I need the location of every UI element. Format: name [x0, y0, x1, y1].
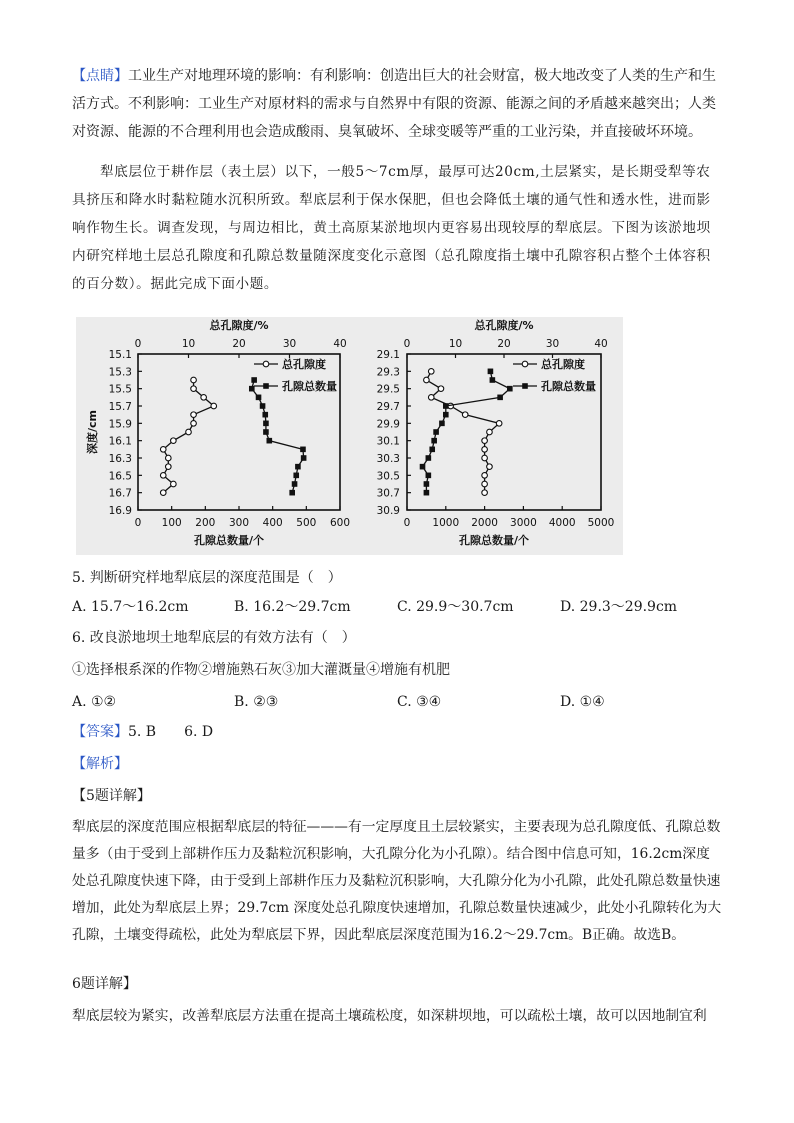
pore-count-point	[439, 421, 445, 427]
porosity-point	[438, 386, 444, 392]
pore-count-point	[426, 455, 432, 461]
porosity-depth-figure	[76, 317, 623, 555]
bottom-tick-label: 5000	[587, 517, 615, 529]
y-tick-label: 29.9	[376, 418, 400, 431]
q6-option-a[interactable]: A. ①②	[72, 694, 117, 710]
bottom-tick-label: 400	[262, 517, 283, 529]
legend-marker-circle	[522, 361, 528, 367]
pore-count-point	[431, 438, 437, 444]
top-axis-title: 总孔隙度/%	[474, 319, 534, 332]
q6-options	[72, 688, 732, 716]
bottom-tick-label: 200	[195, 517, 216, 529]
pore-count-point	[289, 490, 295, 496]
pore-count-point	[262, 412, 268, 418]
top-tick-label: 20	[497, 338, 511, 350]
pore-count-point	[507, 386, 513, 392]
bottom-axis-title: 孔隙总数量/个	[193, 534, 265, 547]
pore-count-point	[426, 473, 432, 479]
porosity-point	[201, 395, 207, 401]
pore-count-point	[293, 473, 299, 479]
y-tick-label: 15.5	[108, 383, 132, 396]
y-tick-label: 30.3	[376, 453, 400, 465]
porosity-point	[428, 369, 434, 375]
porosity-point	[428, 395, 434, 401]
pore-count-point	[263, 421, 269, 427]
porosity-point	[160, 490, 166, 496]
pore-count-point	[260, 403, 266, 409]
answer-text: 5. B 6. D	[128, 724, 214, 740]
chart-panel-1	[85, 318, 350, 547]
q5-options	[72, 593, 732, 621]
porosity-point	[191, 412, 197, 418]
answer-line	[72, 718, 722, 746]
pore-count-point	[292, 481, 298, 487]
porosity-point	[482, 481, 488, 487]
pore-count-point	[429, 447, 435, 453]
detail6-heading: 6题详解】	[72, 976, 137, 992]
pore-count-point	[497, 395, 503, 401]
porosity-point	[191, 421, 197, 427]
y-tick-label: 29.1	[376, 349, 400, 361]
legend-marker-circle	[263, 361, 269, 367]
chart-panel-2	[377, 318, 615, 547]
y-tick-label: 15.9	[108, 418, 132, 431]
bottom-tick-label: 100	[161, 517, 182, 529]
pore-count-point	[424, 481, 430, 487]
porosity-point	[487, 429, 493, 435]
pore-count-point	[433, 429, 439, 435]
legend-marker-square	[522, 383, 528, 389]
bottom-tick-label: 300	[228, 517, 250, 529]
porosity-point	[482, 490, 488, 496]
plot-frame	[138, 354, 340, 510]
pore-count-point	[490, 377, 496, 383]
porosity-point	[424, 377, 430, 383]
bottom-tick-label: 600	[329, 517, 351, 529]
y-tick-label: 16.9	[108, 505, 132, 517]
top-tick-label: 30	[282, 338, 297, 350]
top-tick-label: 10	[448, 338, 463, 350]
legend-label: 总孔隙度	[541, 358, 585, 371]
porosity-point	[160, 473, 166, 479]
legend-label: 总孔隙度	[282, 358, 326, 371]
pore-count-point	[300, 447, 306, 453]
analysis-tag: 【解析】	[72, 756, 128, 772]
q6-option-d[interactable]: D. ①④	[560, 694, 605, 710]
y-tick-label: 16.1	[108, 435, 132, 448]
bottom-tick-label: 0	[403, 517, 411, 529]
y-tick-label: 29.5	[376, 383, 400, 396]
bottom-tick-label: 3000	[510, 517, 537, 529]
legend-label: 孔隙总数量	[282, 380, 337, 393]
porosity-point	[160, 447, 166, 453]
porosity-point	[211, 403, 217, 409]
top-tick-label: 10	[181, 338, 196, 350]
top-axis-title: 总孔隙度/%	[209, 319, 269, 332]
pore-count-point	[267, 438, 273, 444]
y-tick-label: 29.3	[376, 366, 400, 379]
porosity-point	[186, 429, 192, 435]
porosity-point	[166, 455, 172, 461]
q5-stem: 5. 判断研究样地犁底层的深度范围是（ ）	[72, 570, 342, 586]
pore-count-point	[249, 386, 255, 392]
dianjing-paragraph	[72, 62, 722, 146]
porosity-point	[482, 473, 488, 479]
pore-count-point	[256, 395, 262, 401]
porosity-point	[482, 438, 488, 444]
bottom-tick-label: 0	[134, 517, 142, 529]
bottom-tick-label: 4000	[548, 517, 576, 529]
top-tick-label: 20	[232, 338, 246, 350]
bottom-tick-label: 500	[296, 517, 317, 529]
porosity-point	[191, 386, 197, 392]
dianjing-text: 工业生产对地理环境的影响：有利影响：创造出巨大的社会财富，极大地改变了人类的生产和生活方式。不利影响：工业生产对原材料的需求与自然界中有限的资源、能源之间的矛盾越来越突出；人类对资源、能源的不合理利用也会造成酸雨、臭氧破坏、全球变暖等严重的工业污染，并直接破坏环境。	[72, 68, 716, 140]
pore-count-point	[443, 412, 449, 418]
porosity-point	[482, 455, 488, 461]
porosity-point	[487, 464, 493, 470]
legend-label: 孔隙总数量	[541, 380, 596, 393]
y-tick-label: 30.9	[376, 505, 400, 517]
top-tick-label: 40	[333, 338, 347, 350]
bottom-tick-label: 1000	[432, 517, 460, 529]
y-tick-label: 30.7	[376, 487, 400, 500]
q6-option-c[interactable]: C. ③④	[397, 694, 442, 710]
material-paragraph: 犁底层位于耕作层（表土层）以下，一般5～7cm厚，最厚可达20cm,土层紧实，是长期受犁等农具挤压和降水时黏粒随水沉积所致。犁底层利于保水保肥，但也会降低土壤的通气性和透水性，进而影响作物生长。调查发现，与周边相比，黄土高原某淤地坝内更容易出现较厚的犁底层。下图为该淤地坝内研究样地土层总孔隙度和孔隙总数量随深度变化示意图（总孔隙度指土壤中孔隙容积占整个土体容积的百分数）。据此完成下面小题。	[72, 164, 711, 292]
q5-option-b[interactable]: B. 16.2～29.7cm	[234, 599, 351, 615]
pore-count-point	[263, 429, 269, 435]
pore-count-point	[301, 455, 307, 461]
detail5-text: 犁底层的深度范围应根据犁底层的特征———有一定厚度且土层较紧实，主要表现为总孔隙度低、孔隙总数量多（由于受到上部耕作压力及黏粒沉积影响，大孔隙分化为小孔隙）。结合图中信息可知，16.2cm深度处总孔隙度快速下降，由于受到上部耕作压力及黏粒沉积影响，大孔隙分化为小孔隙，此处孔隙总数量快速增加，此处为犁底层上界；29.7cm 深度处总孔隙度快速增加，孔隙总数量快速减少，此处小孔隙转化为大孔隙，土壤变得疏松，此处为犁底层下界，因此犁底层深度范围为16.2～29.7cm。B正确。故选B。	[72, 819, 722, 943]
figure-panel	[76, 317, 623, 555]
pore-count-point	[443, 403, 449, 409]
q6-items: ①选择根系深的作物②增施熟石灰③加大灌溉量④增施有机肥	[72, 662, 450, 678]
q5-option-a[interactable]: A. 15.7～16.2cm	[72, 599, 189, 615]
porosity-point	[171, 438, 177, 444]
top-tick-label: 30	[545, 338, 560, 350]
porosity-point	[191, 377, 197, 383]
pore-count-point	[424, 490, 430, 496]
y-tick-label: 16.3	[108, 453, 132, 465]
y-tick-label: 16.7	[108, 487, 132, 500]
answer-tag: 【答案】	[72, 724, 128, 740]
legend-marker-square	[263, 383, 269, 389]
porosity-point	[171, 481, 177, 487]
q5-option-d[interactable]: D. 29.3～29.9cm	[560, 599, 678, 615]
y-tick-label: 30.5	[376, 470, 400, 483]
detail6-text: 犁底层较为紧实，改善犁底层方法重在提高土壤疏松度，如深耕坝地，可以疏松土壤，故可以因地制宜利	[72, 1008, 707, 1024]
y-tick-label: 16.5	[108, 470, 132, 483]
y-axis-title: 深度/cm	[86, 410, 99, 454]
detail5-heading: 【5题详解】	[72, 788, 151, 804]
pore-count-point	[251, 377, 257, 383]
q6-option-b[interactable]: B. ②③	[234, 694, 279, 710]
y-tick-label: 30.1	[376, 435, 400, 448]
y-tick-label: 15.7	[108, 401, 132, 413]
y-tick-label: 15.1	[108, 349, 132, 361]
porosity-point	[482, 447, 488, 453]
y-tick-label: 29.7	[376, 401, 400, 413]
q6-stem: 6. 改良淤地坝土地犁底层的有效方法有（ ）	[72, 630, 356, 646]
q5-option-c[interactable]: C. 29.9～30.7cm	[397, 599, 514, 615]
y-tick-label: 15.3	[108, 366, 132, 379]
top-tick-label: 0	[134, 338, 142, 350]
porosity-point	[496, 421, 502, 427]
pore-count-point	[295, 464, 301, 470]
bottom-tick-label: 2000	[471, 517, 498, 529]
porosity-point	[166, 464, 172, 470]
top-tick-label: 0	[403, 338, 411, 350]
bottom-axis-title: 孔隙总数量/个	[458, 534, 530, 547]
porosity-point	[462, 412, 468, 418]
top-tick-label: 40	[594, 338, 608, 350]
pore-count-point	[488, 369, 494, 375]
pore-count-point	[420, 464, 426, 470]
dianjing-tag: 【点睛】	[72, 68, 128, 84]
